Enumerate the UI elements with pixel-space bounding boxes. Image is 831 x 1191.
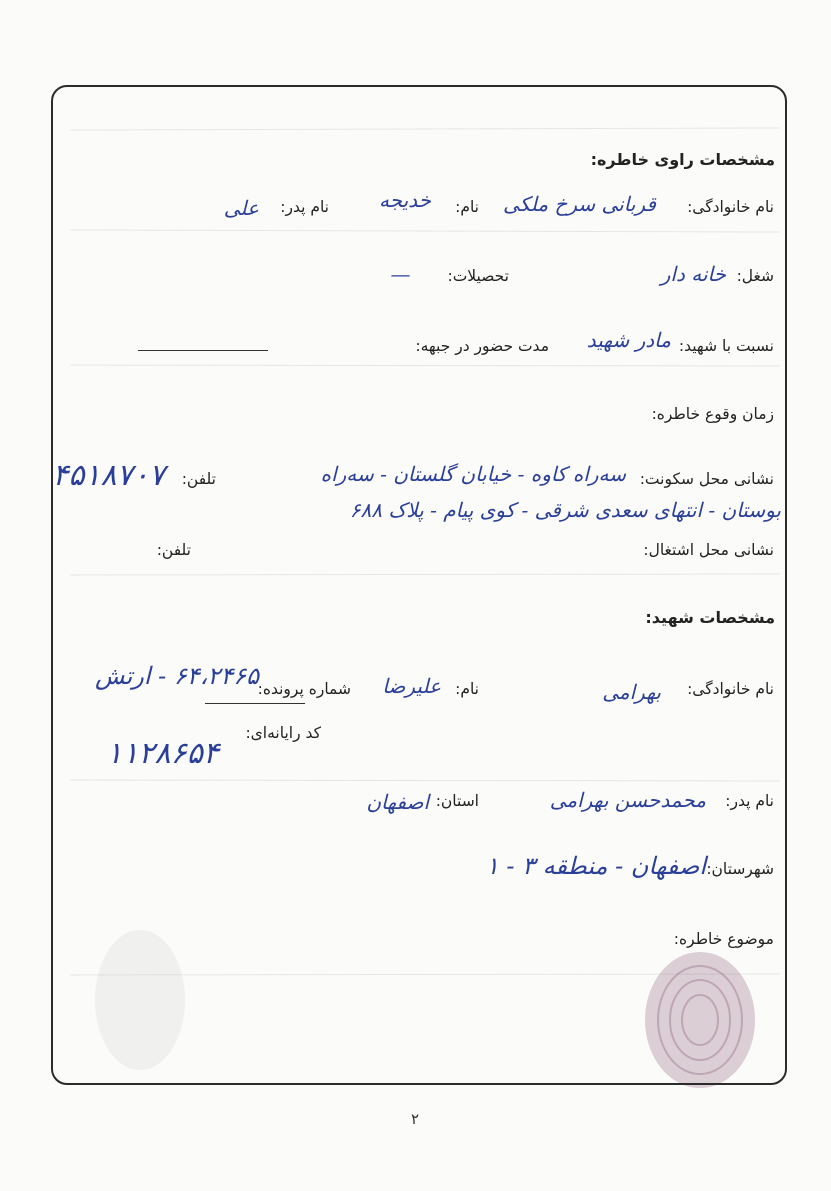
narrator-job-value: خانه دار — [660, 262, 726, 286]
narrator-phone-value: ۴۵۱۸۷۰۷ — [52, 458, 165, 493]
martyr-family-value: بهرامی — [602, 680, 661, 704]
narrator-relation-label: نسبت با شهید: — [678, 337, 774, 355]
narrator-time-label: زمان وقوع خاطره: — [651, 405, 774, 423]
martyr-father-value: محمدحسن بهرامی — [549, 788, 706, 812]
narrator-family-label: نام خانوادگی: — [687, 198, 774, 216]
narrator-family-value: قربانی سرخ ملکی — [503, 192, 656, 216]
work-address-label: نشانی محل اشتغال: — [643, 541, 774, 559]
computer-code-label: کد رایانه‌ای: — [245, 724, 321, 742]
narrator-education-value: — — [390, 262, 411, 286]
narrator-father-label: نام پدر: — [280, 198, 329, 216]
narrator-father-value: علی — [223, 196, 259, 220]
city-value: اصفهان - منطقه ۳ - ۱ — [485, 852, 706, 880]
narrator-phone-label: تلفن: — [181, 470, 216, 488]
file-number-line — [205, 703, 305, 704]
province-label: استان: — [435, 792, 479, 810]
narrator-job-label: شغل: — [736, 267, 774, 285]
file-number-label: شماره پرونده: — [257, 680, 351, 698]
martyr-father-label: نام پدر: — [725, 792, 774, 810]
narrator-name-value: خدیجه — [378, 188, 431, 212]
file-number-value: ۶۴،۲۴۶۵ - ارتش — [95, 662, 259, 690]
narrator-address-line2: بوستان - انتهای سعدی شرقی - کوی پیام - پلاک ۶۸۸ — [349, 498, 781, 522]
narrator-front-label: مدت حضور در جبهه: — [415, 337, 549, 355]
city-label: شهرستان: — [706, 860, 774, 878]
work-phone-label: تلفن: — [156, 541, 191, 559]
martyr-family-label: نام خانوادگی: — [687, 680, 774, 698]
narrator-education-label: تحصیلات: — [447, 267, 509, 285]
martyr-heading: مشخصات شهید: — [645, 608, 775, 627]
computer-code-value: ۱۱۲۸۶۵۴ — [106, 736, 219, 771]
martyr-name-value: علیرضا — [382, 674, 441, 698]
page-number: ۲ — [410, 1110, 420, 1128]
narrator-address-label: نشانی محل سکونت: — [639, 470, 774, 488]
martyr-name-label: نام: — [455, 680, 479, 698]
narrator-heading: مشخصات راوی خاطره: — [590, 150, 775, 169]
memory-topic-label: موضوع خاطره: — [673, 930, 774, 948]
narrator-address-line1: سه‌راه کاوه - خیابان گلستان - سه‌راه — [320, 462, 626, 486]
province-value: اصفهان — [366, 790, 429, 814]
narrator-relation-value: مادر شهید — [586, 328, 671, 352]
narrator-name-label: نام: — [455, 198, 479, 216]
front-duration-line — [138, 350, 268, 351]
